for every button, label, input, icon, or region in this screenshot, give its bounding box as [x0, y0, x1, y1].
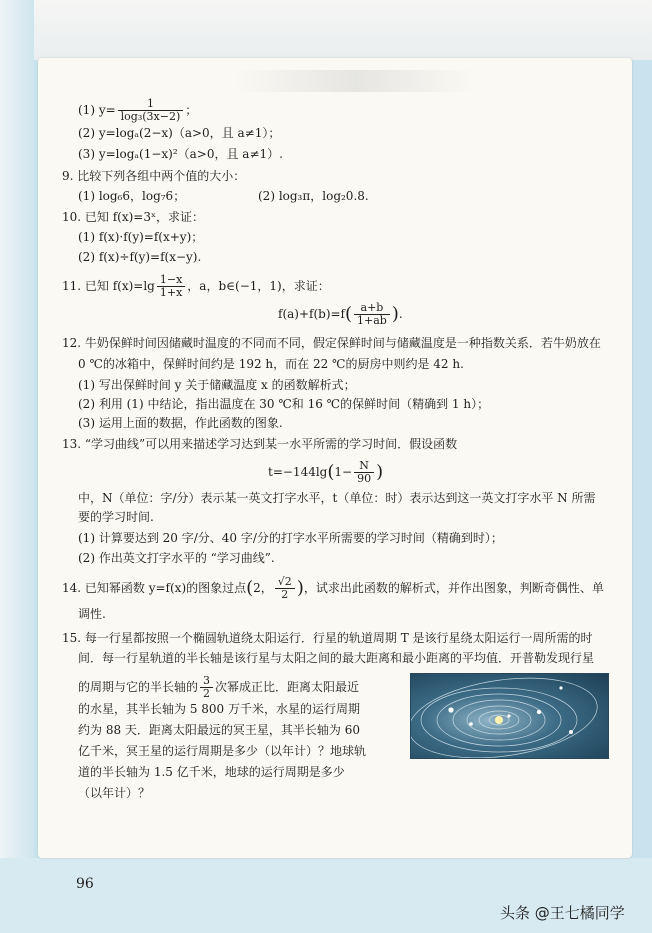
fraction-denominator: 1+ab: [357, 314, 387, 327]
p8-item-3: (3) y=logₐ(1−x)²（a>0，且 a≠1）.: [78, 147, 283, 161]
fraction-denominator: 1+x: [159, 286, 183, 299]
line-3-start: 的周期与它的半长轴的: [78, 680, 199, 694]
problem-13-formula: [268, 460, 383, 485]
problem-9: 9. 比较下列各组中两个值的大小：: [62, 169, 246, 183]
problem-15-line-5: 约为 88 天．距离太阳最远的冥王星，其半长轴为 60: [78, 723, 360, 737]
fraction-numerator: 1: [118, 98, 184, 111]
paren-open: (: [345, 303, 353, 325]
problem-12-line-2: 0 ℃的冰箱中，保鲜时间约是 192 h，而在 22 ℃的厨房中则约是 42 h.: [78, 357, 464, 371]
problem-12-line-1: 12. 牛奶保鲜时间因储藏时温度的不同而不同，假定保鲜时间与储藏温度是一种指数关系．若牛奶放在: [62, 336, 601, 350]
formula-end: .: [398, 307, 403, 321]
fraction-numerator: N: [354, 460, 374, 473]
problem-15-line-6: 亿千米，冥王星的运行周期是多少（以年计）？地球轨: [78, 744, 367, 758]
page-number: 96: [76, 876, 94, 892]
problem-12-item-2: (2) 利用 (1) 中结论，指出温度在 30 ℃和 16 ℃的保鲜时间（精确到 1 h）；: [78, 397, 490, 411]
problem-11: [62, 274, 330, 299]
point-fraction: [275, 576, 295, 601]
problem-15-line-3: [78, 675, 359, 700]
formula-left: f(a)+f(b)=f: [278, 307, 345, 321]
problem-15-line-8: （以年计）？: [78, 786, 151, 800]
fraction-denominator: 2: [203, 687, 211, 700]
fraction-denominator: log₃(3x−2): [120, 110, 181, 123]
problem-11-formula: [278, 302, 403, 327]
fraction-denominator: 90: [357, 472, 372, 485]
problem-13-line-2: 中，N（单位：字/分）表示某一英文打字水平，t（单位：时）表示达到这一英文打字水平 N 所需: [78, 491, 596, 505]
problem-10: 10. 已知 f(x)=3ˣ，求证：: [62, 210, 205, 224]
solar-system-orbits-picture: [410, 673, 609, 759]
paren-open: (: [327, 461, 335, 483]
p8-item-1-label: (1) y=: [78, 103, 116, 117]
formula-fraction: [354, 302, 390, 327]
problem-15-line-7: 道的半长轴为 1.5 亿千米，地球的运行周期是多少: [78, 765, 345, 779]
problem-12-item-1: (1) 写出保鲜时间 y 关于储藏温度 x 的函数解析式；: [78, 378, 356, 392]
paren-open: (: [246, 577, 254, 599]
page-edge-left: [0, 0, 34, 933]
problem-9-item-1: (1) log₆6，log₇6；: [78, 189, 186, 203]
watermark: 头条 @王七橘同学: [500, 904, 625, 922]
paren-close: ): [376, 461, 384, 483]
problem-14-start: 14. 已知幂函数 y=f(x)的图象过点: [62, 581, 247, 595]
problem-13-item-2: (2) 作出英文打字水平的 “学习曲线”.: [78, 551, 275, 565]
line-3-end: 次幂成正比．距离太阳最近: [215, 680, 360, 694]
p8-item-1: [78, 98, 197, 123]
fraction-numerator: √2: [275, 576, 295, 589]
page-edge-top: [0, 0, 652, 60]
problem-13-line-1: 13. “学习曲线”可以用来描述学习达到某一水平所需的学习时间．假设函数: [62, 437, 458, 451]
problem-10-item-2: (2) f(x)÷f(y)=f(x−y).: [78, 250, 202, 264]
problem-12-item-3: (3) 运用上面的数据，作此函数的图象.: [78, 416, 283, 430]
fraction-numerator: 1−x: [157, 274, 185, 287]
problem-13-line-3: 要的学习时间.: [78, 510, 154, 524]
problem-9-item-2: (2) log₃π，log₂0.8.: [258, 189, 369, 203]
problem-11-fraction: [157, 274, 185, 299]
paren-close: ): [391, 303, 399, 325]
fraction-numerator: 3: [200, 675, 213, 688]
orbit-diagram-icon: [411, 674, 608, 758]
problem-13-item-1: (1) 计算要达到 20 字/分、40 字/分的打字水平所需要的学习时间（精确到时）；: [78, 531, 503, 545]
formula-fraction: [354, 460, 374, 485]
fraction-denominator: 2: [281, 588, 289, 601]
paren-close: ): [296, 577, 304, 599]
problem-10-item-1: (1) f(x)·f(y)=f(x+y)；: [78, 230, 204, 244]
p8-item-2: (2) y=logₐ(2−x)（a>0，且 a≠1）；: [78, 126, 281, 140]
problem-14-end: ，试求出此函数的解析式，并作出图象，判断奇偶性、单: [303, 581, 604, 595]
exponent-fraction: [200, 675, 213, 700]
faded-header: [235, 70, 475, 92]
formula-left: t=−144lg: [268, 465, 328, 479]
problem-15-line-4: 的水星，其半长轴为 5 800 万千米，水星的运行周期: [78, 702, 360, 716]
problem-11-start: 11. 已知 f(x)=lg: [62, 279, 155, 293]
point-x: 2，: [253, 581, 273, 595]
problem-14-line-2: 调性.: [78, 607, 106, 621]
problem-11-end: ，a，b∈(−1，1)，求证：: [187, 279, 330, 293]
p8-item-1-end: ；: [185, 103, 198, 117]
problem-14-line-1: [62, 576, 604, 601]
problem-15-line-2: 间．每一行星轨道的半长轴是该行星与太阳之间的最大距离和最小距离的平均值．开普勒发现行星: [78, 651, 595, 665]
formula-inner: 1−: [334, 465, 353, 479]
problem-15-line-1: 15. 每一行星都按照一个椭圆轨道绕太阳运行．行星的轨道周期 T 是该行星绕太阳运行一周所需的时: [62, 631, 593, 645]
p8-item-1-fraction: [118, 98, 184, 123]
fraction-numerator: a+b: [354, 302, 390, 315]
